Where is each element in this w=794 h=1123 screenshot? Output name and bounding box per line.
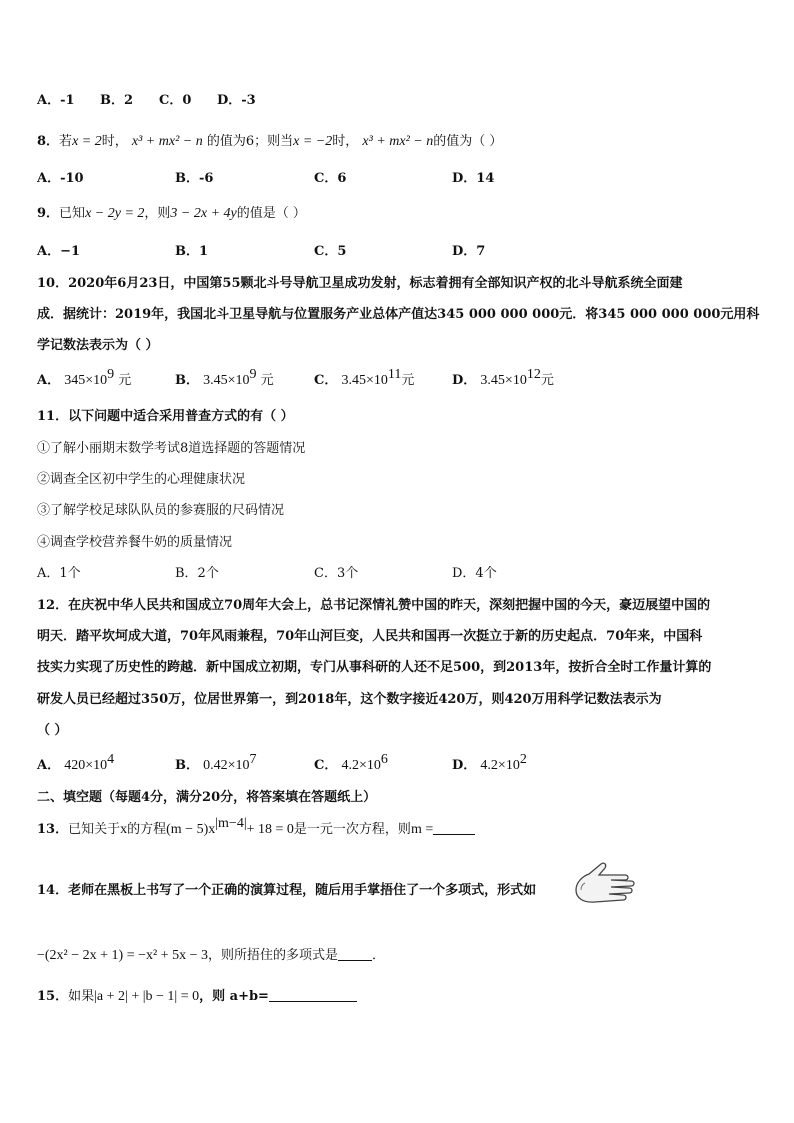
question-14-answer-blank[interactable] — [338, 948, 372, 961]
question-8-option-b: B．-6 — [175, 171, 214, 186]
question-8-option-a: A．-10 — [37, 171, 84, 186]
question-11-statement-4: ④调查学校营养餐牛奶的质量情况 — [37, 535, 233, 550]
question-13-stem: 13．已知关于x的方程$(m - 5)x^{|m-4|}+ 18 = 0$是一元一次方程，则m = — [37, 818, 475, 838]
question-12-line-2: 明天．踏平坎坷成大道，70年风雨兼程，70年山河巨变，人民共和国再一次挺立于新的历史起点．70年来，中国科 — [37, 629, 703, 644]
question-14-equation-line: −(2x² − 2x + 1) = −x² + 5x − 3，则所捂住的多项式是 ． — [37, 948, 386, 963]
question-10-line-3: 学记数法表示为（ ） — [37, 338, 159, 353]
section-2-heading: 二、填空题（每题4分，满分20分，将答案填在答题纸上） — [37, 790, 377, 805]
question-11-option-b: B．2个 — [175, 566, 219, 581]
question-11-option-c: C．3个 — [314, 566, 359, 581]
question-12-line-1: 12．在庆祝中华人民共和国成立70周年大会上，总书记深情礼赞中国的昨天，深刻把握中国的今天，豪迈展望中国的 — [37, 598, 711, 613]
question-15-answer-blank[interactable] — [269, 989, 357, 1002]
question-10-option-b: B． $3.45\times 10^9$ 元 — [175, 367, 274, 388]
option-d: D．-3 — [217, 93, 256, 108]
question-9-option-a: A．−1 — [37, 244, 81, 259]
question-15-stem: 15．如果|a + 2| + |b − 1| = 0，则 a+b= — [37, 985, 357, 1005]
question-11-statement-2: ②调查全区初中学生的心理健康状况 — [37, 472, 246, 487]
hand-palm-icon — [573, 860, 637, 910]
question-10-option-a: A． $345\times 10^9$ 元 — [37, 367, 132, 388]
option-a: A．-1 — [37, 93, 75, 108]
question-12-option-d: D． $4.2\times 10^2$ — [452, 752, 527, 773]
question-12-line-4: 研发人员已经超过350万，位居世界第一，到2018年，这个数字接近420万，则420万用科学记数法表示为 — [37, 692, 662, 707]
question-10-option-d: D． $3.45\times 10^{12}$元 — [452, 367, 554, 388]
question-8-stem: 8．若x = 2时， x³ + mx² − n 的值为6；则当x = −2时， x³ + mx² − n的值为（ ） — [37, 134, 503, 149]
question-12-option-b: B． $0.42\times 10^7$ — [175, 752, 257, 773]
question-8-option-c: C．6 — [314, 171, 347, 186]
question-10-line-1: 10．2020年6月23日，中国第55颗北斗号导航卫星成功发射，标志着拥有全部知识产权的北斗导航系统全面建 — [37, 276, 683, 291]
question-12-line-5: （ ） — [37, 723, 68, 738]
question-14-line-1: 14．老师在黑板上书写了一个正确的演算过程，随后用手掌捂住了一个多项式，形式如 — [37, 883, 537, 898]
question-12-option-a: A． $420\times 10^4$ — [37, 752, 115, 773]
question-9-option-d: D．7 — [452, 244, 486, 259]
question-9-option-c: C．5 — [314, 244, 347, 259]
question-11-option-a: A．1个 — [37, 566, 81, 581]
question-11-stem: 11．以下问题中适合采用普查方式的有（ ） — [37, 409, 294, 424]
question-11-option-d: D．4个 — [452, 566, 497, 581]
question-11-statement-1: ①了解小丽期末数学考试8道选择题的答题情况 — [37, 441, 306, 456]
option-c: C．0 — [159, 93, 192, 108]
option-b: B．2 — [100, 93, 134, 108]
question-10-option-c: C． $3.45\times 10^{11}$元 — [314, 367, 415, 388]
question-13-answer-blank[interactable] — [433, 822, 475, 835]
question-11-statement-3: ③了解学校足球队队员的参赛服的尺码情况 — [37, 503, 285, 518]
question-10-line-2: 成．据统计：2019年，我国北斗卫星导航与位置服务产业总体产值达345 000 000 000元．将345 000 000 000元用科 — [37, 307, 760, 322]
options-row-top — [37, 89, 75, 108]
question-9-option-b: B．1 — [175, 244, 209, 259]
question-8-option-d: D．14 — [452, 171, 495, 186]
question-12-line-3: 技实力实现了历史性的跨越．新中国成立初期，专门从事科研的人还不足500，到2013年，按折合全时工作量计算的 — [37, 660, 712, 675]
question-12-option-c: C． $4.2\times 10^6$ — [314, 752, 388, 773]
question-9-stem: 9．已知x − 2y = 2，则3 − 2x + 4y的值是（ ） — [37, 206, 306, 221]
